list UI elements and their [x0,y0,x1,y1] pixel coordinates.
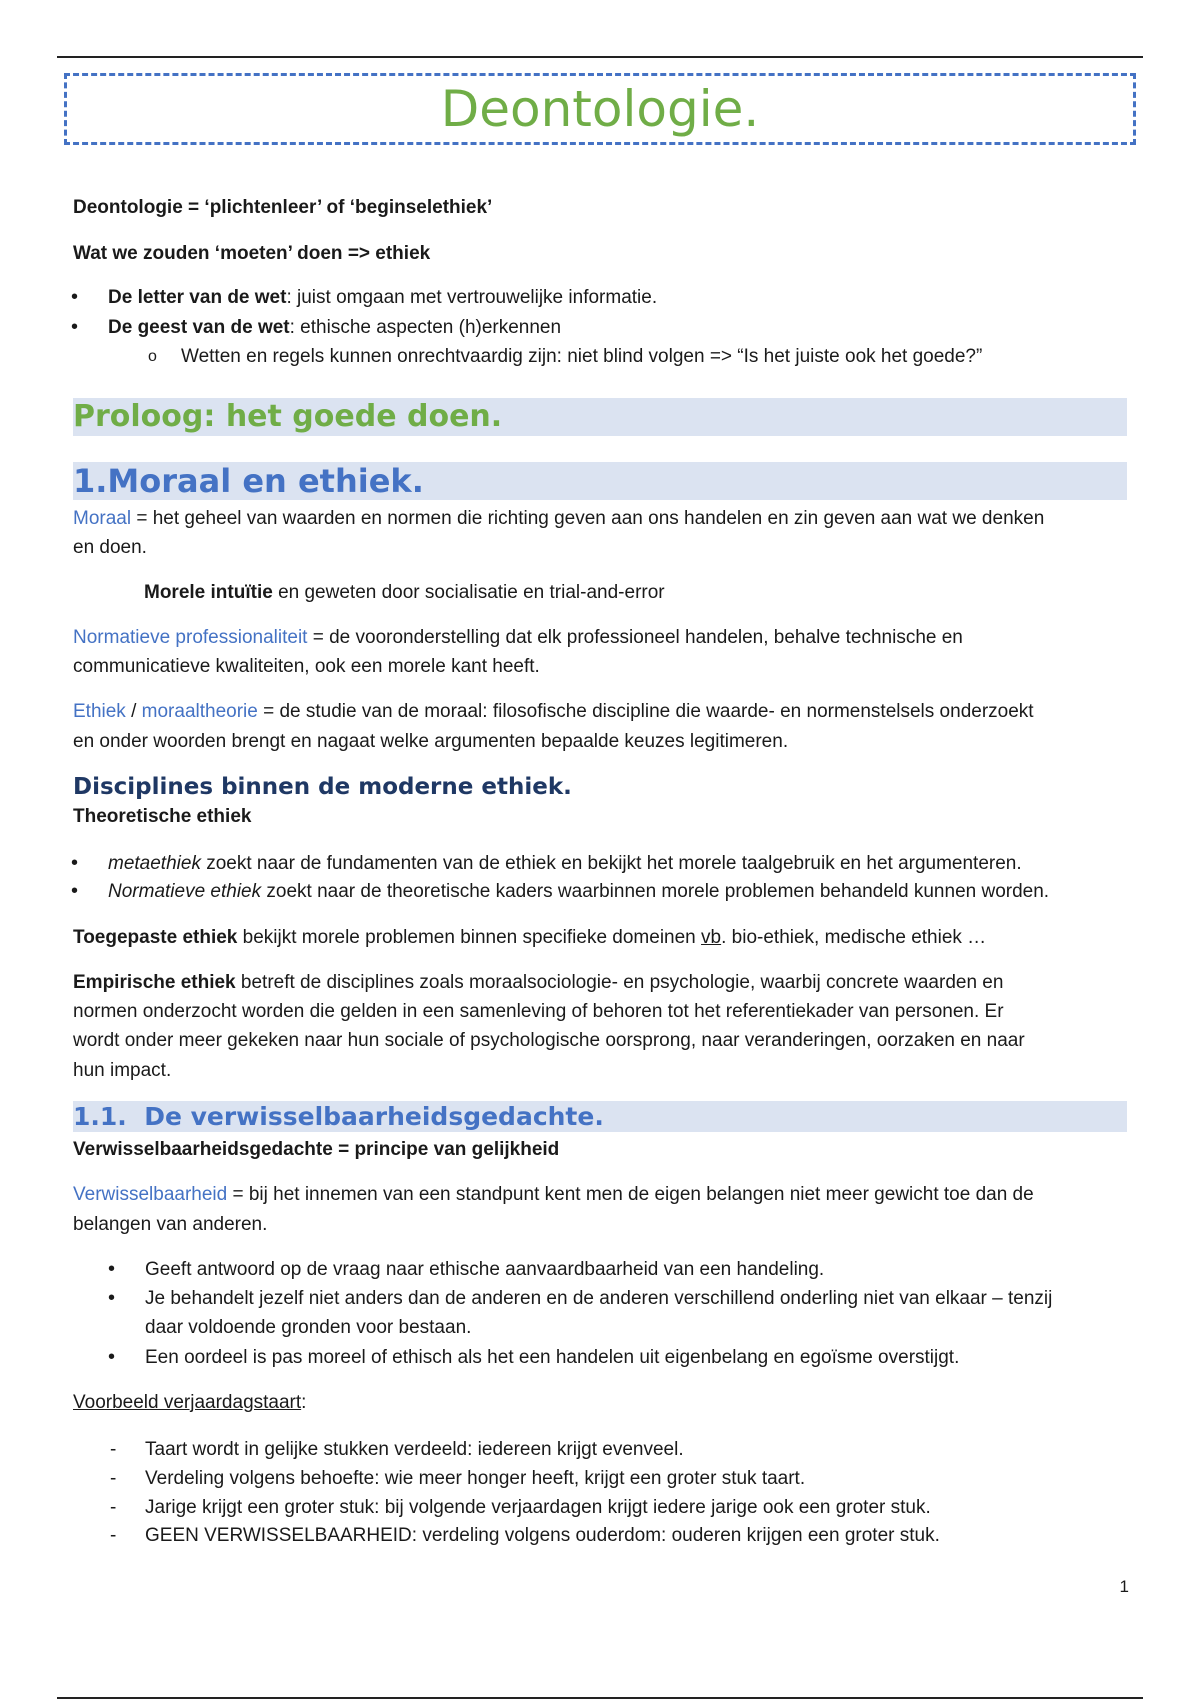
dash-icon: - [110,1439,117,1460]
list-item [108,877,1049,906]
bullet-icon: • [108,1287,116,1309]
intuitie-text: en geweten door socialisatie en trial-and-error [272,582,665,603]
bottom-rule [57,1697,1143,1699]
list-item-text: zoekt naar de theoretische kaders waarbinnen morele problemen behandeld kunnen worden. [261,881,1050,902]
list-item: Taart wordt in gelijke stukken verdeeld: iedereen krijgt evenveel. [145,1439,684,1460]
list-item-term: metaethiek [108,853,201,874]
normatieve-term: Normatieve professionaliteit [73,627,308,648]
dash-icon: - [110,1497,117,1518]
ethiek-separator: / [125,701,142,722]
list-item [108,313,561,342]
list-item-text: : ethische aspecten (h)erkennen [289,317,562,338]
example-label [73,1388,306,1417]
normatieve-definition-cont: communicatieve kwaliteiten, ook een morele kant heeft. [73,656,540,677]
bullet-icon: • [71,852,79,874]
sub-bullet-icon: o [148,348,157,365]
ethiek-term: Ethiek [73,701,126,722]
page-number: 1 [1119,1577,1129,1596]
toegepaste-text-end: . bio-ethiek, medische ethiek … [721,927,987,948]
ethics-line: Wat we zouden ‘moeten’ doen => ethiek [73,243,431,264]
example-label-colon: : [301,1392,307,1413]
moraal-definition-cont: en doen. [73,537,147,558]
bullet-icon: • [71,316,79,338]
sub-list-item: Wetten en regels kunnen onrechtvaardig zijn: niet blind volgen => “Is het juiste ook het goede?” [181,346,983,367]
example-label-text: Voorbeeld verjaardagstaart [73,1392,302,1413]
empirische-ethiek-line [73,968,1003,997]
verwisselbaarheid-definition [73,1180,1034,1209]
definition-line: Deontologie = ‘plichtenleer’ of ‘beginselethiek’ [73,197,493,218]
list-item-text: zoekt naar de fundamenten van de ethiek en bekijkt het morele taalgebruik en het argumenteren. [200,853,1022,874]
list-item-term: De letter van de wet [108,287,287,308]
disciplines-heading: Disciplines binnen de moderne ethiek. [73,774,572,800]
list-item-text: : juist omgaan met vertrouwelijke informatie. [286,287,658,308]
moraal-text: = het geheel van waarden en normen die richting geven aan ons handelen en zin geven aan wat we denken [131,508,1045,529]
list-item: Geeft antwoord op de vraag naar ethische aanvaardbaarheid van een handeling. [145,1259,825,1280]
list-item [108,849,1022,878]
list-item: Je behandelt jezelf niet anders dan de anderen en de anderen verschillend onderling niet van elkaar – tenzij [145,1288,1053,1309]
verwisselbaarheid-text: = bij het innemen van een standpunt kent men de eigen belangen niet meer gewicht toe dan de [227,1184,1034,1205]
list-item: Jarige krijgt een groter stuk: bij volgende verjaardagen krijgt iedere jarige ook een groter stuk. [145,1497,931,1518]
normatieve-text: = de vooronderstelling dat elk professioneel handelen, behalve technische en [307,627,963,648]
moraaltheorie-term: moraaltheorie [141,701,258,722]
ethiek-definition-cont: en onder woorden brengt en nagaat welke argumenten bepaalde keuzes legitimeren. [73,731,789,752]
title-box [64,73,1136,145]
principe-line: Verwisselbaarheidsgedachte = principe van gelijkheid [73,1139,560,1160]
toegepaste-ethiek-line [73,923,986,952]
bullet-icon: • [108,1258,116,1280]
ethiek-definition [73,697,1034,726]
dash-icon: - [110,1525,117,1546]
toegepaste-text: bekijkt morele problemen binnen specifieke domeinen [237,927,702,948]
verwisselbaarheid-definition-cont: belangen van anderen. [73,1214,268,1235]
top-rule [57,56,1143,58]
list-item: GEEN VERWISSELBAARHEID: verdeling volgens ouderdom: ouderen krijgen een groter stuk. [145,1525,940,1546]
verwisselbaarheid-term: Verwisselbaarheid [73,1184,228,1205]
list-item [108,283,657,312]
empirische-text: betreft de disciplines zoals moraalsociologie- en psychologie, waarbij concrete waarden en [235,972,1004,993]
list-item-cont: daar voldoende gronden voor bestaan. [145,1317,472,1338]
moraal-term: Moraal [73,508,132,529]
empirische-ethiek-cont: hun impact. [73,1060,172,1081]
intuitie-line [144,578,665,607]
empirische-term: Empirische ethiek [73,972,236,993]
page-title: Deontologie. [440,80,760,138]
bullet-icon: • [108,1346,116,1368]
section-1-heading: 1.Moraal en ethiek. [73,462,424,500]
normatieve-definition [73,623,963,652]
moraal-definition [73,504,1044,533]
vb-abbreviation: vb [701,927,722,948]
prologue-heading: Proloog: het goede doen. [73,399,503,434]
theoretische-ethiek-label: Theoretische ethiek [73,806,252,827]
empirische-ethiek-cont: wordt onder meer gekeken naar hun sociale of psychologische oorsprong, naar veranderingen, oorzaken en naar [73,1030,1025,1051]
list-item: Een oordeel is pas moreel of ethisch als het een handelen uit eigenbelang en egoïsme overstijgt. [145,1347,960,1368]
ethiek-text: = de studie van de moraal: filosofische discipline die waarde- en normenstelsels onderzoekt [257,701,1034,722]
bullet-icon: • [71,880,79,902]
list-item: Verdeling volgens behoefte: wie meer honger heeft, krijgt een groter stuk taart. [145,1468,806,1489]
toegepaste-term: Toegepaste ethiek [73,927,238,948]
list-item-term: De geest van de wet [108,317,290,338]
empirische-ethiek-cont: normen onderzocht worden die gelden in een samenleving of behoren tot het referentiekader van personen. Er [73,1001,1004,1022]
list-item-term: Normatieve ethiek [108,881,262,902]
bullet-icon: • [71,286,79,308]
dash-icon: - [110,1468,117,1489]
section-1-1-heading: 1.1. De verwisselbaarheidsgedachte. [73,1102,604,1131]
intuitie-term: Morele intuïtie [144,582,273,603]
